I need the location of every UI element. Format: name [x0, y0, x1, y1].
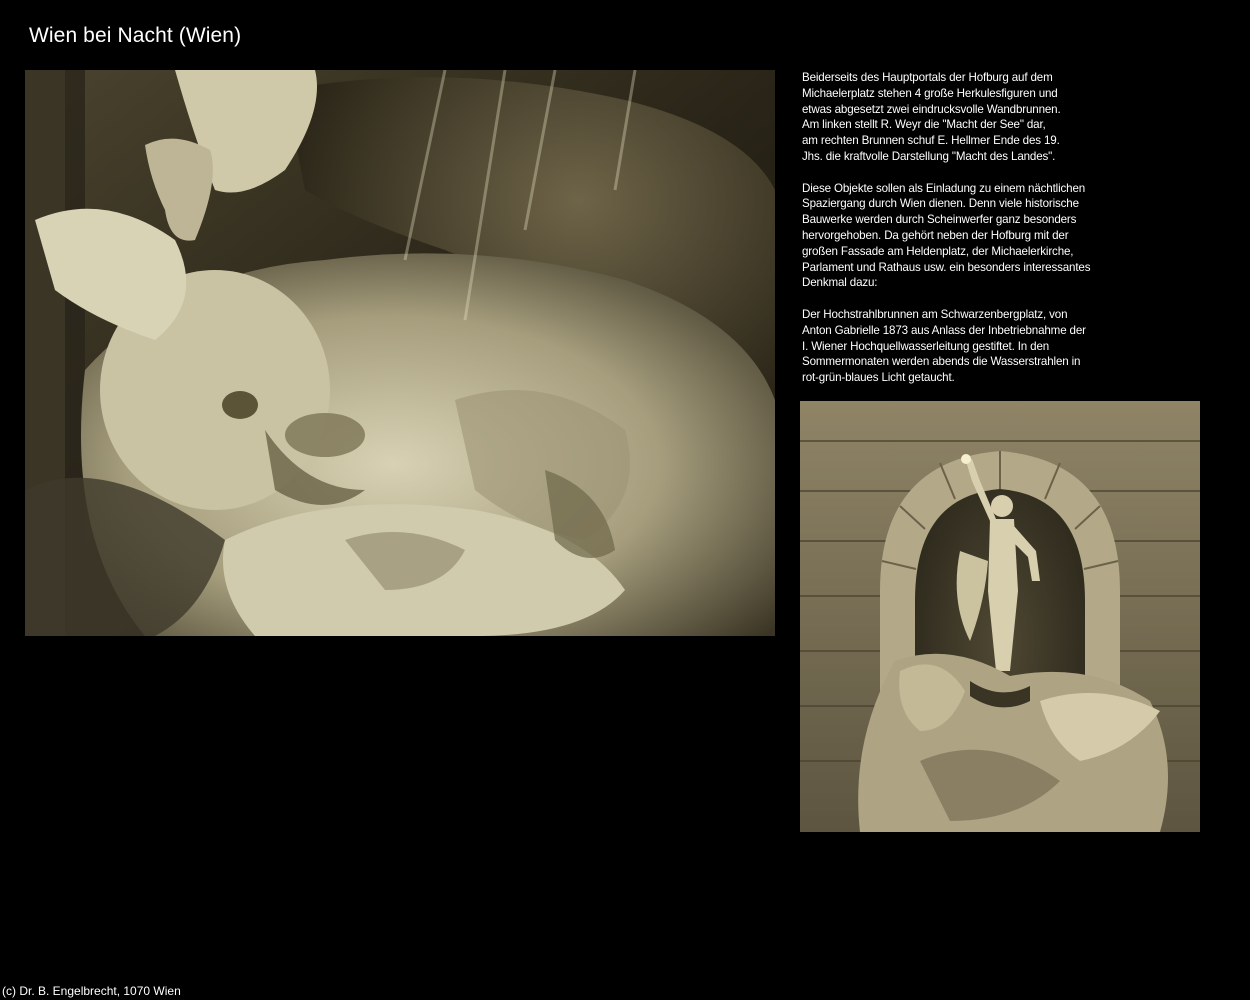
fountain-sculpture-closeup-image — [25, 70, 775, 636]
description-paragraph-1: Beiderseits des Hauptportals der Hofburg auf dem Michaelerplatz stehen 4 große Herkulesfiguren und etwas abgesetzt zwei eindrucksvolle Wandbrunnen. Am linken stellt R. Weyr die "Macht der See" dar, am rechten Brunnen schuf E. Hellmer Ende des 19. Jhs. die kraftvolle Darstellung "Macht des Landes". — [802, 71, 1061, 163]
wall-fountain-statue-image — [800, 401, 1200, 832]
description-text — [802, 70, 1132, 402]
description-paragraph-2: Diese Objekte sollen als Einladung zu einem nächtlichen Spaziergang durch Wien dienen. Denn viele historische Bauwerke werden durch Scheinwerfer ganz besonders hervorgehoben. Da gehört neben der Hofburg mit der großen Fassade am Heldenplatz, der Michaelerkirche, Parlament und Rathaus usw. ein besonders interessantes Denkmal dazu: — [802, 181, 1091, 290]
fountain-sculpture-closeup-photo[interactable] — [25, 70, 775, 636]
copyright-footer: (c) Dr. B. Engelbrecht, 1070 Wien — [2, 984, 181, 998]
description-paragraph-3: Der Hochstrahlbrunnen am Schwarzenbergplatz, von Anton Gabrielle 1873 aus Anlass der Inbetriebnahme der I. Wiener Hochquellwasserleitung gestiftet. In den Sommermonaten werden abends die Wasserstrahlen in rot-grün-blaues Licht getaucht. — [802, 307, 1086, 385]
page-title: Wien bei Nacht (Wien) — [29, 24, 242, 47]
wall-fountain-statue-photo[interactable] — [800, 401, 1200, 832]
